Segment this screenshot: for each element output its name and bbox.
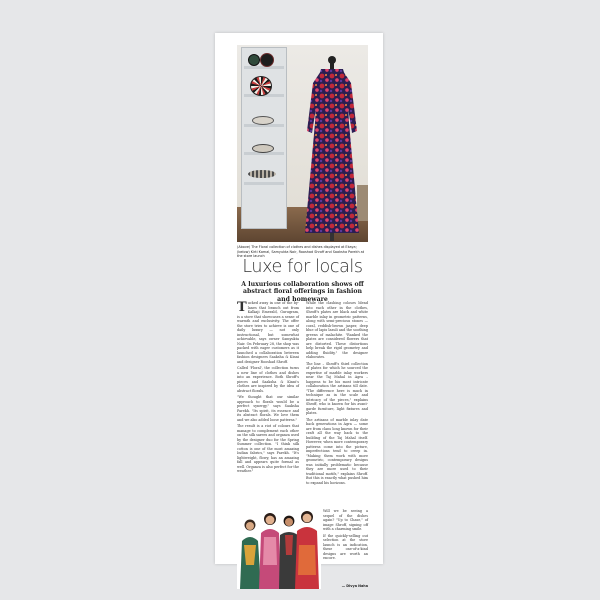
paragraph-text: ucked away in one of the by-lanes that branch out from Kalkaji Emerald, Gurugram, is a store that showcases a sense of warmth and exclusivity. The offer the store tries to achieve is one of daily luxury — not only instructional, but somewhat achievable, says owner Samyukta Nair. On February 28, the shop was packed with eager customers as it launched a collaboration between fashion designers Saaksha & Kinni and designer Rooshad Shroff.: [237, 301, 299, 364]
paragraph: Called 'Floral', the collection turns a new line of clothes and dishes into an experience. Both Shroff's pieces and Saaksha & Kinni's clothes are inspired by the idea of abstract florals.: [237, 366, 299, 393]
paragraph: The artisans of marble inlay date back generations in Agra — some are from clans long known for their craft all the way back to the building of the Taj Mahal itself. However, when more contemporary patterns come into the picture, imperfections tend to creep in. "Making them work with more geometric, contemporary designs was initially problematic because they are more used to their traditional motifs," explains Shroff. But this is exactly what pushed him to expand his horizons.: [306, 417, 368, 485]
marble-plate: [252, 116, 274, 125]
photo-caption: (Above) The Floral collection of clothes and dishes displayed at Ekaya; (below) Kirti Kamal, Samyukta Nair, Rooshad Shroff and Saaksha Parekh at the store launch: [237, 245, 365, 259]
paragraph: "We thought that our similar approach to florals would be a perfect synergy," says Saaksha Parekh. "Its spirit, its essence and its abstract florals. We love them and we also added loose patterns.": [237, 395, 299, 422]
paragraph: If the quickly-selling out selection at the store launch is an indication, these one-of-a-kind designs are worth an encore.: [323, 533, 368, 560]
paragraph: [237, 301, 299, 364]
paragraph: The line – Shroff's third collection of plates for which he sourced the expertise of marble inlay workers near the Taj Mahal in Agra – happens to be his most intricate collaboration the artisans till date. "The difference here is much in technique as in the scale and intricacy of the pieces," explains Shroff, who is known for his avant-garde furniture, light fixtures and plates.: [306, 361, 368, 415]
article-column-bottom: [323, 509, 368, 563]
article-deck: A luxurious collaboration shows off abstract floral offerings in fashion and homeware: [241, 281, 364, 303]
paragraph: While the clashing colours blend into each other in the clothes, Shroff's plates are black and white marble inlay in geometric patterns, along with semi-precious stones — coral, reddish-brown jasper, deep blue of lapis lazuli and the soothing greens of malachite. "Ranked the plates are considered flowers that are distorted. These distortions help break the rigid geometry and adding fluidity," the designer elaborates.: [306, 301, 368, 359]
launch-group-photo: [237, 505, 321, 589]
article-headline: Luxe for locals: [242, 257, 363, 277]
article-column-right: [306, 301, 368, 487]
marble-plate: [250, 76, 272, 96]
drop-cap: T: [237, 300, 247, 315]
cabinet-shelf: [244, 182, 284, 185]
store-display-photo: [237, 45, 368, 242]
marble-plate: [260, 53, 274, 67]
paragraph: The result is a riot of colours that manage to complement each other on the silk sarees and organza used by the designer duo for the Spring Summer collection. "I think silk cotton is one of the most amazing Indian fabrics," says Parekh. "It's lightweight, flowy, has an amazing fall and appears quite formal as well. Organza is also perfect for the weather.": [237, 424, 299, 473]
marble-plate: [252, 144, 274, 153]
display-cabinet: [241, 47, 287, 229]
article-column-left: [237, 301, 299, 476]
marble-plate: [248, 170, 276, 178]
floral-gown-on-mannequin: [299, 53, 365, 241]
marble-plate: [248, 54, 260, 66]
paragraph: Will we be seeing a sequel of the dishes again? "Up to Chase," of image Shroff, signing off with a charming smile.: [323, 509, 368, 531]
newspaper-clipping: [215, 33, 383, 588]
byline: — Divya Naha: [341, 584, 368, 588]
